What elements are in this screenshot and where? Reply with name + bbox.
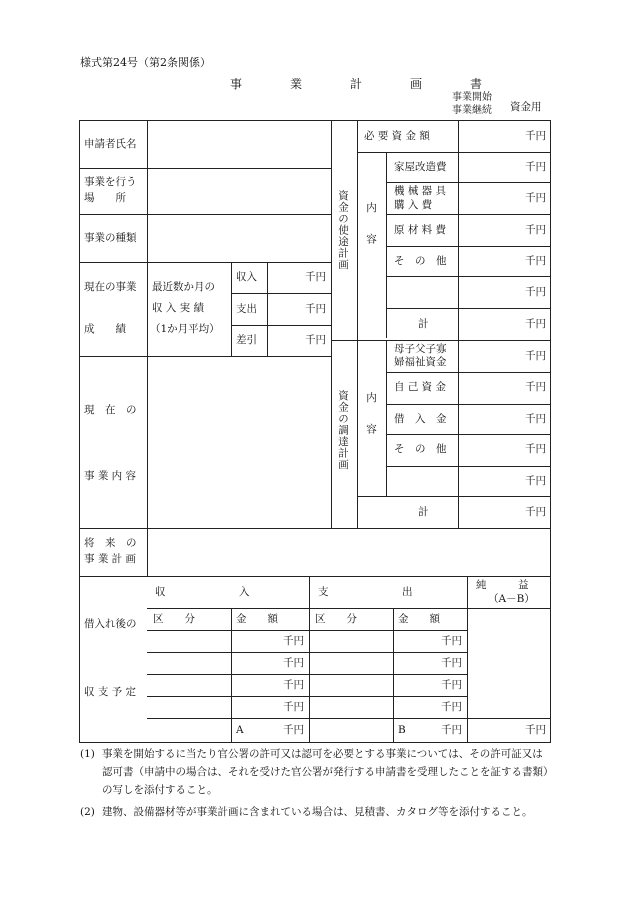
use-item-equipment-1: 機 械 器 具 (394, 185, 447, 197)
rule (79, 528, 551, 529)
net-profit-unit: 千円 (525, 724, 546, 736)
rule (467, 608, 551, 609)
note-text: 建物、設備器材等が事業計画に含まれている場合は、見積書、カタログ等を添付すること。 (102, 806, 533, 818)
rule (147, 120, 148, 576)
rule (386, 276, 551, 277)
income-header: 収 入 (155, 586, 250, 598)
rule (231, 293, 331, 294)
rule (386, 214, 551, 215)
expense-label: 支出 (236, 303, 257, 315)
rule (79, 356, 331, 357)
expense-total-unit: 千円 (441, 724, 462, 736)
unit-fund-blank: 千円 (525, 475, 546, 487)
expense-row-unit: 千円 (441, 635, 462, 647)
difference-label: 差引 (236, 334, 257, 346)
document-title: 事 業 計 画 書 (230, 77, 501, 91)
unit-loan: 千円 (525, 413, 546, 425)
fund-item-welfare-2: 婦福祉資金 (394, 356, 447, 368)
use-item-equipment-2: 購 入 費 (394, 199, 433, 211)
rule (79, 214, 331, 215)
unit-fund-total: 千円 (525, 506, 546, 518)
rule (386, 182, 551, 183)
rule (147, 718, 467, 719)
recent-income-label-2: 収 入 実 績 (152, 302, 205, 314)
rule (386, 372, 551, 373)
expense-row-unit: 千円 (441, 657, 462, 669)
purpose-option-continue: 事業継続 (452, 105, 492, 116)
note-text: 事業を開始するに当たり官公署の許可又は認可を必要とする事業については、その許可証又は認可書（申請中の場合は、それを受けた官公署が発行する申請書を受理したことを証する書類）の写しを添付すること。 (102, 748, 549, 796)
income-row-unit: 千円 (283, 657, 304, 669)
rule (147, 652, 467, 653)
rule (331, 340, 551, 341)
net-profit-formula: （A－B） (488, 593, 535, 605)
business-type-label: 事業の種類 (84, 232, 137, 244)
rule (386, 340, 387, 496)
business-place-label-2: 場 所 (84, 192, 126, 204)
expense-total-letter: B (398, 724, 406, 736)
rule (467, 718, 551, 719)
recent-income-label-3: （1か月平均） (150, 323, 220, 335)
rule (386, 246, 551, 247)
expense-row-unit: 千円 (441, 679, 462, 691)
fund-content-label: 内 容 (365, 392, 377, 434)
use-item-renovation: 家屋改造費 (394, 161, 447, 173)
unit-required: 千円 (525, 130, 546, 142)
use-item-other: そ の 他 (394, 255, 447, 267)
income-category-header: 区 分 (153, 613, 195, 625)
rule (386, 466, 551, 467)
rule (357, 120, 358, 528)
fund-plan-label: 資金の調達計画 (337, 390, 349, 471)
income-unit: 千円 (305, 271, 326, 283)
current-content-label-2: 事 業 内 容 (84, 470, 137, 482)
purpose-option-start: 事業開始 (452, 92, 492, 103)
unit-use-blank: 千円 (525, 286, 546, 298)
note-2 (80, 803, 550, 821)
fund-item-loan: 借 入 金 (394, 413, 447, 425)
fund-item-own: 自 己 資 金 (394, 381, 447, 393)
rule (386, 152, 387, 338)
rule (79, 120, 551, 121)
expense-header: 支 出 (318, 586, 413, 598)
note-number: (1) (80, 748, 95, 760)
income-amount-header: 金 額 (236, 613, 278, 625)
expense-category-header: 区 分 (315, 613, 357, 625)
after-loan-label-2: 収 支 予 定 (84, 686, 137, 698)
rule (231, 262, 232, 356)
rule (386, 308, 551, 309)
rule (386, 404, 551, 405)
applicant-name-label: 申請者氏名 (84, 138, 137, 150)
expense-amount-header: 金 額 (398, 613, 440, 625)
rule (393, 608, 394, 742)
rule (79, 742, 551, 743)
current-business-label-1: 現在の事業 (84, 281, 137, 293)
rule (147, 674, 467, 675)
fund-item-other: そ の 他 (394, 443, 447, 455)
recent-income-label-1: 最近数か月の (152, 281, 215, 293)
rule (309, 576, 310, 742)
use-item-materials: 原 材 料 費 (394, 224, 447, 236)
rule (147, 696, 467, 697)
unit-own: 千円 (525, 381, 546, 393)
business-place-label-1: 事業を行う (84, 176, 137, 188)
income-label: 収入 (236, 271, 257, 283)
fund-item-welfare-1: 母子父子寡 (394, 343, 447, 355)
unit-materials: 千円 (525, 224, 546, 236)
rule (147, 630, 467, 631)
required-amount-label: 必 要 資 金 額 (364, 130, 430, 142)
expense-row-unit: 千円 (441, 701, 462, 713)
rule (331, 120, 332, 528)
future-plan-label-2: 事 業 計 画 (84, 553, 137, 565)
unit-renovation: 千円 (525, 161, 546, 173)
unit-use-other: 千円 (525, 255, 546, 267)
rule (467, 576, 468, 742)
current-business-label-2: 成 績 (84, 323, 126, 335)
income-row-unit: 千円 (283, 701, 304, 713)
unit-equipment: 千円 (525, 192, 546, 204)
after-loan-label-1: 借入れ後の (84, 618, 137, 630)
income-total-unit: 千円 (283, 724, 304, 736)
note-1 (80, 745, 550, 799)
use-plan-label: 資金の使途計画 (337, 190, 349, 271)
use-total-label: 計 (418, 318, 429, 330)
use-content-label: 内 容 (365, 202, 377, 244)
notes (80, 745, 550, 821)
income-row-unit: 千円 (283, 635, 304, 647)
income-total-letter: A (236, 724, 244, 736)
income-row-unit: 千円 (283, 679, 304, 691)
net-profit-header: 純 益 (476, 579, 529, 591)
rule (357, 152, 551, 153)
unit-fund-other: 千円 (525, 443, 546, 455)
rule (79, 576, 551, 577)
rule (386, 434, 551, 435)
expense-unit: 千円 (305, 303, 326, 315)
rule (231, 608, 232, 742)
note-number: (2) (80, 806, 95, 818)
fund-total-label: 計 (418, 506, 429, 518)
rule (231, 325, 331, 326)
rule (267, 262, 268, 356)
current-content-label-1: 現 在 の (84, 404, 137, 416)
unit-welfare: 千円 (525, 350, 546, 362)
purpose-options (452, 91, 492, 117)
difference-unit: 千円 (305, 334, 326, 346)
rule (357, 496, 551, 497)
form-number: 様式第24号（第2条関係） (80, 56, 211, 69)
rule (79, 168, 331, 169)
rule (79, 262, 331, 263)
future-plan-label-1: 将 来 の (84, 537, 137, 549)
purpose-fund-label: 資金用 (510, 101, 542, 113)
rule (147, 608, 467, 609)
unit-use-total: 千円 (525, 318, 546, 330)
